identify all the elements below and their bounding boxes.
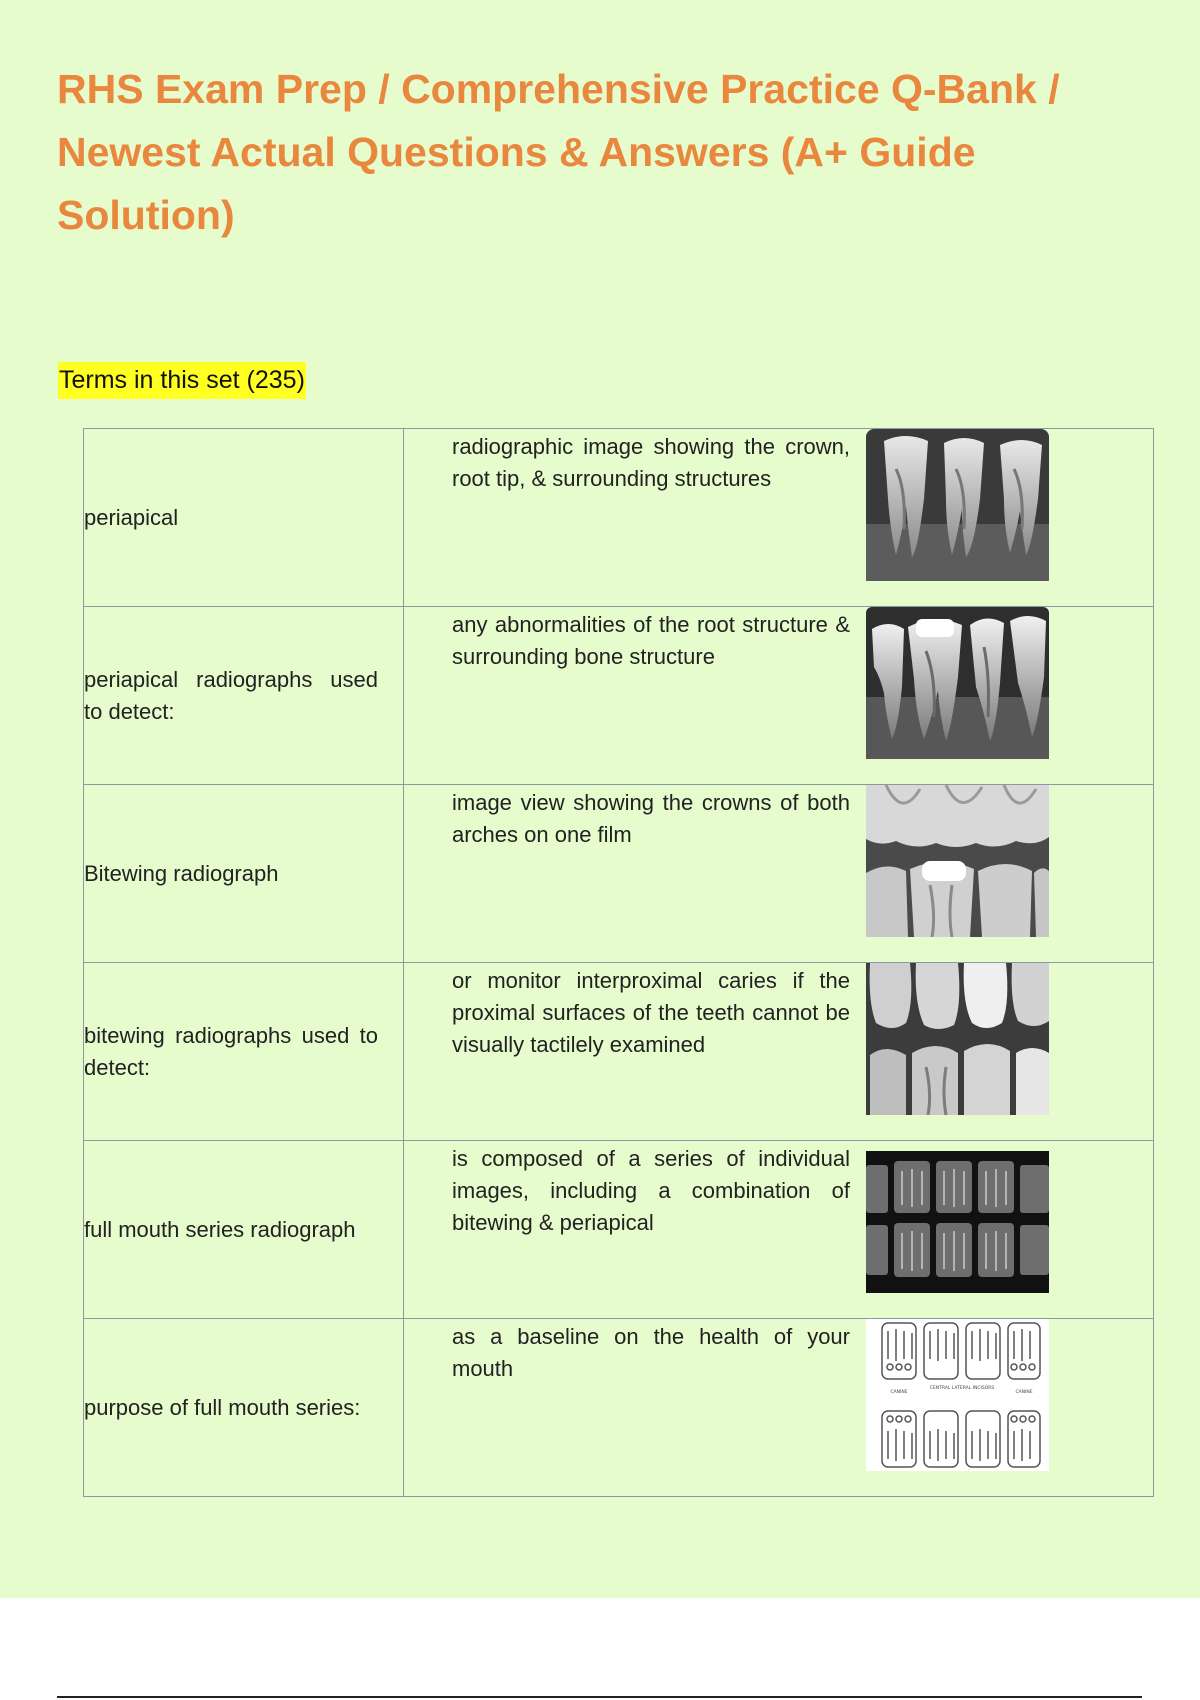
definition-text: is composed of a series of individual images, including a combination of bitewing & periapical	[452, 1146, 850, 1235]
term-text: bitewing radiographs used to detect:	[84, 1022, 378, 1080]
term-cell	[84, 607, 404, 785]
term-text: periapical	[84, 504, 179, 530]
term-cell	[84, 963, 404, 1141]
document-title: RHS Exam Prep / Comprehensive Practice Q-Bank / Newest Actual Questions & Answers (A+ Guide Solution)	[57, 66, 1060, 238]
definition-cell	[404, 1141, 1154, 1319]
term-row	[84, 963, 1154, 1141]
term-row	[84, 607, 1154, 785]
term-row	[84, 1141, 1154, 1319]
terms-table	[83, 428, 1154, 1497]
tooth-diagram-image	[866, 1319, 1049, 1471]
term-cell	[84, 429, 404, 607]
term-cell	[84, 785, 404, 963]
terms-count-label: Terms in this set (235)	[58, 362, 306, 399]
definition-text: radiographic image showing the crown, root tip, & surrounding structures	[452, 434, 850, 491]
tooth-diagram-label: CANINE	[890, 1390, 908, 1395]
term-text: full mouth series radiograph	[84, 1216, 356, 1242]
tooth-diagram-label: CANINE	[1015, 1390, 1033, 1395]
bitewing-xray-image	[866, 963, 1049, 1115]
term-cell	[84, 1319, 404, 1497]
definition-text: as a baseline on the health of your mouth	[452, 1324, 850, 1381]
term-row	[84, 429, 1154, 607]
term-cell	[84, 1141, 404, 1319]
definition-text: or monitor interproximal caries if the proximal surfaces of the teeth cannot be visually tactilely examined	[452, 968, 850, 1057]
definition-text: any abnormalities of the root structure & surrounding bone structure	[452, 612, 850, 669]
definition-cell	[404, 785, 1154, 963]
periapical-xray-image	[866, 607, 1049, 759]
definition-cell	[404, 429, 1154, 607]
term-row	[84, 1319, 1154, 1497]
definition-cell	[404, 1319, 1154, 1497]
footer-divider	[57, 1696, 1142, 1698]
term-text: periapical radiographs used to detect:	[84, 666, 378, 724]
term-text: purpose of full mouth series:	[84, 1394, 361, 1420]
term-text: Bitewing radiograph	[84, 860, 279, 886]
definition-cell	[404, 607, 1154, 785]
bitewing-xray-image	[866, 785, 1049, 937]
term-row	[84, 785, 1154, 963]
periapical-xray-image	[866, 429, 1049, 581]
tooth-diagram-label: CENTRAL LATERAL INCISORS	[929, 1386, 995, 1391]
definition-cell	[404, 963, 1154, 1141]
definition-text: image view showing the crowns of both arches on one film	[452, 790, 850, 847]
full-mouth-series-image	[866, 1141, 1049, 1293]
